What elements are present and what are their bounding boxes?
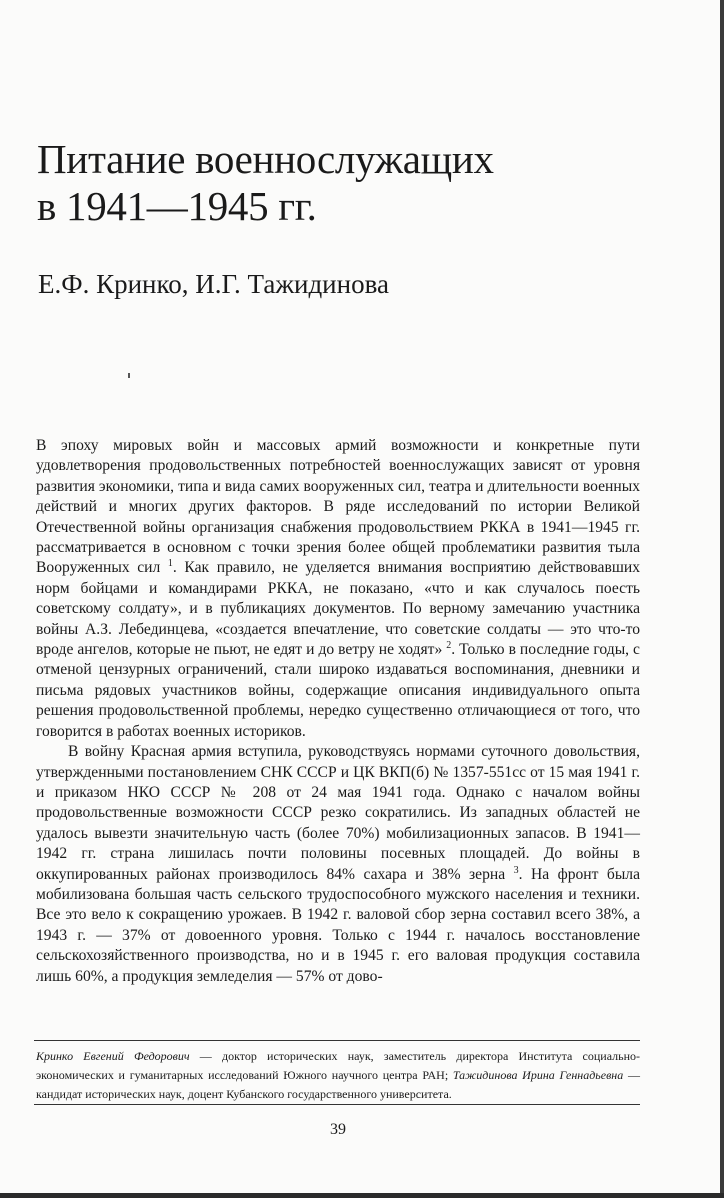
footnote-author-1-desc: — доктор исторических наук, заместитель директора Института социально-экономических и гуманитарных исследований Южного научного центра РАН;	[36, 1049, 640, 1082]
footer-divider	[34, 1104, 640, 1105]
footnote-ref-3: 3	[513, 864, 519, 876]
footnote-author-1-name: Кринко Евгений Федорович	[36, 1049, 190, 1063]
page-number: 39	[330, 1121, 346, 1138]
scan-speck	[128, 373, 130, 378]
title-line-2: в 1941—1945 гг.	[37, 183, 317, 229]
body-paragraph-2	[36, 742, 640, 987]
footnote-ref-1: 1	[167, 558, 173, 570]
article-body	[36, 436, 640, 987]
footnote-author-2-desc: — кандидат исторических наук, доцент Кубанского государственного университета.	[36, 1068, 640, 1101]
footnote-ref-2: 2	[446, 639, 452, 651]
article-authors: Е.Ф. Кринко, И.Г. Тажидинова	[38, 269, 389, 299]
paragraph-1-text-a: В эпоху мировых войн и массовых армий возможности и конкретные пути удовлетворения продовольственных потребностей военнослужащих зависят от уровня развития экономики, типа и вида самих вооруженных сил, театра и длительности военных действий и многих других факторов. В ряде исследований по истории Великой Отечественной войны организация снабжения продовольствием РККА в 1941—1945 гг. рассматривается в основном с точки зрения более общей проблематики развития тыла Вооруженных сил	[36, 437, 640, 577]
paragraph-2-text-b: . На фронт была мобилизована большая часть сельского трудоспособного мужского населения и техники. Все это вело к сокращению урожаев. В 1942 г. валовой сбор зерна составил всего 38%, а 1943 г. — 37% от довоенного уровня. Только с 1944 г. началось восстановление сельскохозяйственного производства, но и в 1945 г. его валовая продукция составила лишь 60%, а продукция земледелия — 57% от дово-	[36, 865, 641, 985]
paragraph-1-text-c: . Только в последние годы, с отменой цензурных ограничений, стали широко издаваться воспоминания, дневники и письма рядовых участников войны, содержащие описания индивидуального опыта решения продовольственной проблемы, нередко существенно отличающиеся от того, что говорится в работах военных историков.	[36, 641, 640, 740]
scan-edge-right	[720, 0, 724, 1198]
body-paragraph-1	[36, 436, 640, 742]
author-footnote	[36, 1047, 640, 1104]
footnote-author-2-name: Тажидинова Ирина Геннадьевна	[452, 1068, 624, 1082]
paragraph-2-text-a: В войну Красная армия вступила, руководствуясь нормами суточного довольствия, утвержденными постановлением СНК СССР и ЦК ВКП(б) № 1357-551сс от 15 мая 1941 г. и приказом НКО СССР № 208 от 24 мая 1941 года. Однако с началом войны продовольственные возможности СССР резко сократились. Из западных областей не удалось вывезти значительную часть (более 70%) мобилизационных запасов. В 1941—1942 гг. страна лишилась почти половины посевных площадей. До войны в оккупированных районах производилось 84% сахара и 38% зерна	[36, 743, 640, 883]
scan-edge-bottom	[0, 1193, 724, 1198]
footnote-divider	[34, 1040, 640, 1041]
paragraph-1-text-b: . Как правило, не уделяется внимания восприятию действовавших норм бойцами и командирами РККА, не показано, «что и как случалось поесть советскому солдату», и в публикациях документов. По верному замечанию участника войны А.З. Лебединцева, «создается впечатление, что советские солдаты — это что-то вроде ангелов, которые не пьют, не едят и до ветру не ходят»	[36, 559, 640, 659]
article-title	[37, 136, 677, 230]
title-line-1: Питание военнослужащих	[37, 136, 494, 182]
